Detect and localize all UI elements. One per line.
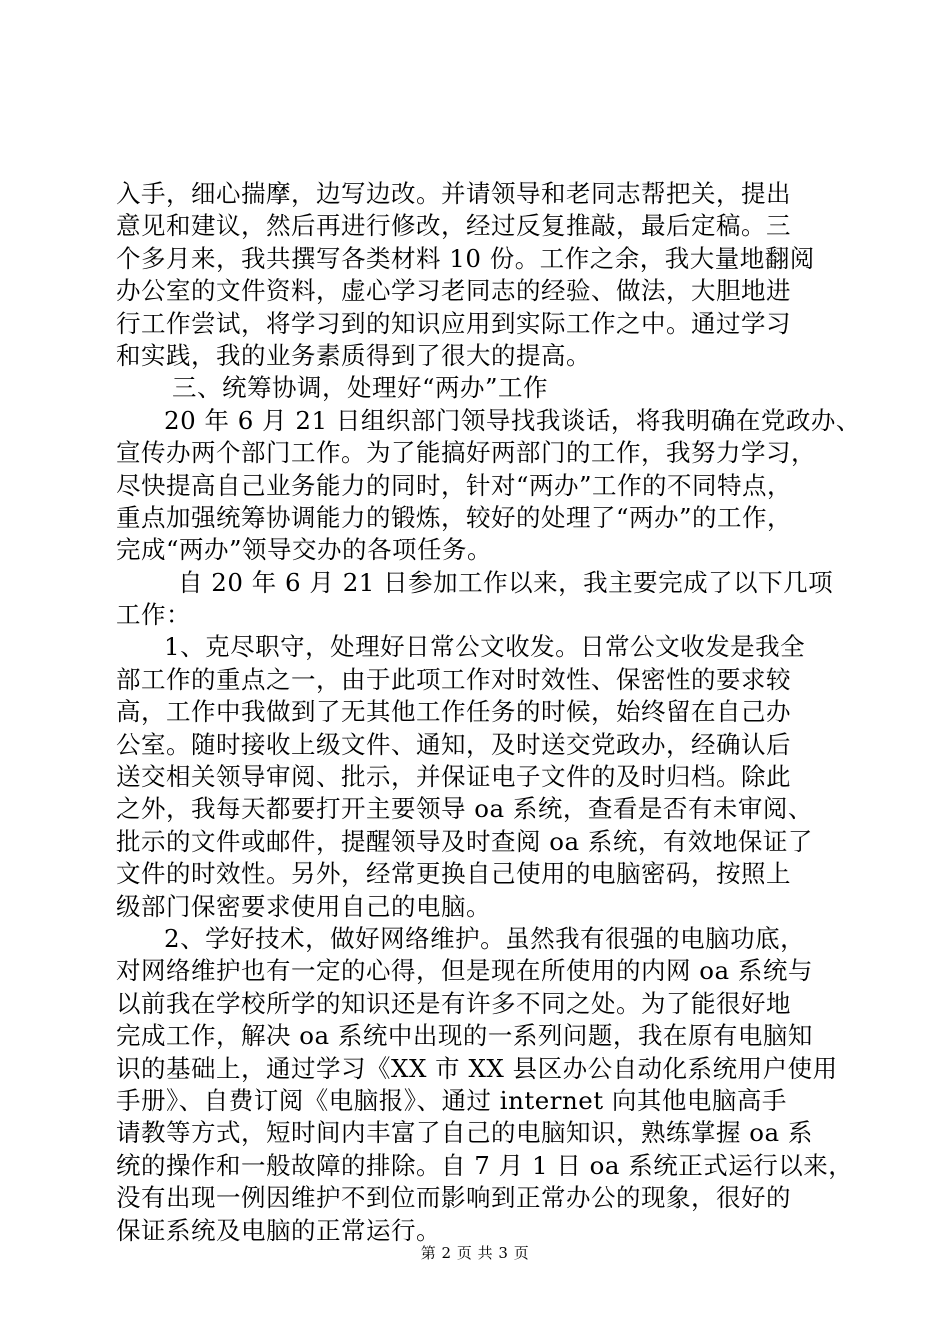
text-line: 重点加强统筹协调能力的锻炼，较好的处理了“两办”的工作，	[116, 502, 793, 532]
text-line: 没有出现一例因维护不到位而影响到正常办公的现象，很好的	[116, 1183, 791, 1213]
text-line: 完成“两办”领导交办的各项任务。	[116, 535, 493, 565]
text-line: 尽快提高自己业务能力的同时，针对“两办”工作的不同特点，	[116, 470, 793, 500]
section-heading: 三、统筹协调，处理好“两办”工作	[172, 373, 549, 403]
list-item-2-first-line: 2、学好技术，做好网络维护。虽然我有很强的电脑功底，	[164, 923, 806, 953]
text-line: 高，工作中我做到了无其他工作任务的时候，始终留在自己办	[116, 697, 791, 727]
page-footer: 第 2 页 共 3 页	[420, 1244, 530, 1262]
text-line: 送交相关领导审阅、批示，并保证电子文件的及时归档。除此	[116, 762, 791, 792]
text-line: 请教等方式，短时间内丰富了自己的电脑知识，熟练掌握 oa 系	[116, 1118, 813, 1148]
document-body	[116, 178, 861, 1247]
text-line: 宣传办两个部门工作。为了能搞好两部门的工作，我努力学习，	[116, 438, 816, 468]
text-line: 对网络维护也有一定的心得，但是现在所使用的内网 oa 系统与	[116, 956, 813, 986]
text-line: 统的操作和一般故障的排除。自 7 月 1 日 oa 系统正式运行以来，	[116, 1150, 854, 1180]
text-line: 以前我在学校所学的知识还是有许多不同之处。为了能很好地	[116, 988, 791, 1018]
text-line: 批示的文件或邮件，提醒领导及时查阅 oa 系统，有效地保证了	[116, 826, 813, 856]
text-line: 保证系统及电脑的正常运行。	[116, 1215, 441, 1245]
text-line: 手册》、自费订阅《电脑报》、通过 internet 向其他电脑高手	[116, 1085, 787, 1115]
paragraph-first-line: 20 年 6 月 21 日组织部门领导找我谈话，将我明确在党政办、	[164, 405, 861, 435]
text-line: 公室。随时接收上级文件、通知，及时送交党政办，经确认后	[116, 729, 791, 759]
text-line: 识的基础上，通过学习《XX 市 XX 县区办公自动化系统用户使用	[116, 1053, 838, 1083]
text-line: 部工作的重点之一，由于此项工作对时效性、保密性的要求较	[116, 664, 791, 694]
text-line: 行工作尝试，将学习到的知识应用到实际工作之中。通过学习	[116, 308, 791, 338]
paragraph-first-line: 自 20 年 6 月 21 日参加工作以来，我主要完成了以下几项	[178, 567, 834, 597]
text-line: 工作：	[116, 600, 191, 630]
text-line: 之外，我每天都要打开主要领导 oa 系统，查看是否有未审阅、	[116, 794, 813, 824]
list-item-1-first-line: 1、克尽职守，处理好日常公文收发。日常公文收发是我全	[164, 632, 806, 662]
text-line: 意见和建议，然后再进行修改，经过反复推敲，最后定稿。三	[116, 211, 791, 241]
text-line: 文件的时效性。另外，经常更换自己使用的电脑密码，按照上	[116, 859, 791, 889]
text-line: 办公室的文件资料，虚心学习老同志的经验、做法，大胆地进	[116, 276, 791, 306]
text-line: 入手，细心揣摩，边写边改。并请领导和老同志帮把关，提出	[116, 179, 791, 208]
text-line: 个多月来，我共撰写各类材料 10 份。工作之余，我大量地翻阅	[116, 243, 815, 273]
text-line: 完成工作，解决 oa 系统中出现的一系列问题，我在原有电脑知	[116, 1021, 813, 1051]
text-line: 级部门保密要求使用自己的电脑。	[116, 891, 491, 921]
text-line: 和实践，我的业务素质得到了很大的提高。	[116, 340, 591, 370]
